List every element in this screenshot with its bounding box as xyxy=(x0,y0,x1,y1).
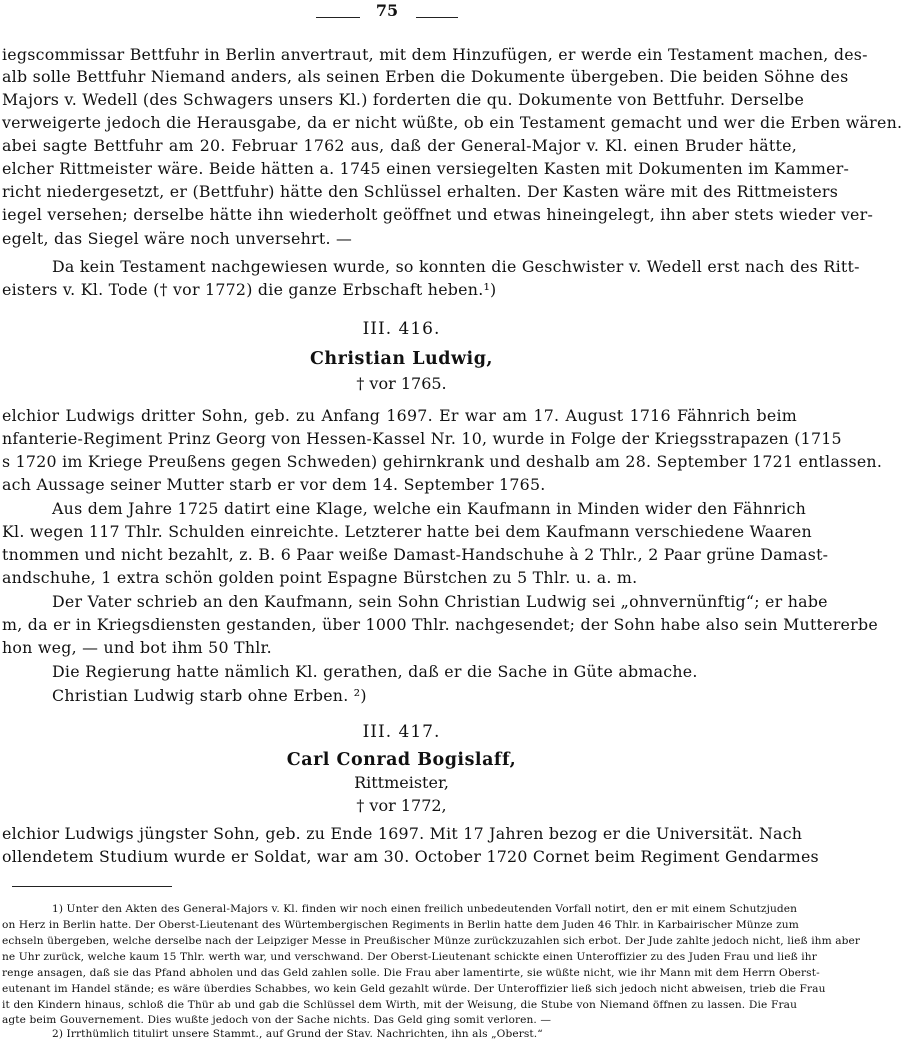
text-line: nfanterie-Regiment Prinz Georg von Hessen-Kassel Nr. 10, wurde in Folge der Kriegsstrapazen (1715 xyxy=(2,429,842,448)
text-line: Majors v. Wedell (des Schwagers unsers Kl.) forderten die qu. Dokumente von Bettfuhr. Derselbe xyxy=(2,90,805,109)
text-line: Der Vater schrieb an den Kaufmann, sein Sohn Christian Ludwig sei „ohnvernünftig“; er habe xyxy=(52,592,828,611)
footnote-line: 2) Irrthümlich titulirt unsere Stammt., auf Grund der Stav. Nachrichten, ihn als „Oberst.“ xyxy=(52,1028,543,1040)
text-line: s 1720 im Kriege Preußens gegen Schweden) gehirnkrank und deshalb am 28. September 1721 entlassen. xyxy=(2,452,883,471)
text-line: abei sagte Bettfuhr am 20. Februar 1762 aus, daß der General-Major v. Kl. einen Bruder hätte, xyxy=(2,136,797,155)
section-name: Christian Ludwig, xyxy=(309,349,494,369)
text-line: elchior Ludwigs dritter Sohn, geb. zu Anfang 1697. Er war am 17. August 1716 Fähnrich beim xyxy=(2,406,797,425)
text-line: Christian Ludwig starb ohne Erben. ²) xyxy=(52,686,367,705)
text-line: tnommen und nicht bezahlt, z. B. 6 Paar weiße Damast-Handschuhe à 2 Thlr., 2 Paar grüne Damast- xyxy=(2,545,829,564)
section-death: † vor 1772, xyxy=(356,796,447,815)
text-line: hon weg, — und bot ihm 50 Thlr. xyxy=(2,638,272,657)
text-line: elchior Ludwigs jüngster Sohn, geb. zu Ende 1697. Mit 17 Jahren bezog er die Universität. Nach xyxy=(2,824,803,843)
page-number: 75 xyxy=(375,1,399,20)
text-line: m, da er in Kriegsdiensten gestanden, über 1000 Thlr. nachgesendet; der Sohn habe also sein Muttererbe xyxy=(2,615,878,634)
section-number: III. 416. xyxy=(362,319,441,339)
footnote-line: on Herz in Berlin hatte. Der Oberst-Lieutenant des Würtembergischen Regiments in Berlin hatte dem Juden 46 Thlr. in Karbairischer Münze zum xyxy=(2,919,799,931)
footnote-line: agte beim Gouvernement. Dies wußte jedoch von der Sache nichts. Das Geld ging somit verloren. — xyxy=(2,1014,552,1026)
footnote-line: echseln übergeben, welche derselbe nach der Leipziger Messe in Preußischer Münze zurückzuzahlen sich erbot. Der Jude zahlte jedoch nicht, ließ ihm aber xyxy=(2,935,861,947)
text-line: iegscommissar Bettfuhr in Berlin anvertraut, mit dem Hinzufügen, er werde ein Testament machen, des- xyxy=(2,45,868,64)
section-rank: Rittmeister, xyxy=(354,773,449,792)
text-line: andschuhe, 1 extra schön golden point Espagne Bürstchen zu 5 Thlr. u. a. m. xyxy=(2,568,638,587)
footnote-line: eutenant im Handel stände; es wäre überdies Schabbes, wo kein Geld gezahlt würde. Der Unteroffizier ließ sich jedoch nicht abweisen, trieb die Frau xyxy=(2,983,826,995)
section-name: Carl Conrad Bogislaff, xyxy=(286,750,517,770)
text-line: alb solle Bettfuhr Niemand anders, als seinen Erben die Dokumente übergeben. Die beiden Söhne des xyxy=(2,67,849,86)
text-line: Die Regierung hatte nämlich Kl. gerathen, daß er die Sache in Güte abmache. xyxy=(52,662,698,681)
header-rule-right xyxy=(416,17,458,18)
text-line: Da kein Testament nachgewiesen wurde, so konnten die Geschwister v. Wedell erst nach des Ritt- xyxy=(52,257,860,276)
text-line: ollendetem Studium wurde er Soldat, war am 30. October 1720 Cornet beim Regiment Gendarmes xyxy=(2,847,819,866)
text-line: ach Aussage seiner Mutter starb er vor dem 14. September 1765. xyxy=(2,475,546,494)
text-line: eisters v. Kl. Tode († vor 1772) die ganze Erbschaft heben.¹) xyxy=(2,280,497,299)
footnote-separator xyxy=(12,886,172,887)
footnote-line: it den Kindern hinaus, schloß die Thür ab und gab die Schlüssel dem Wirth, mit der Weisung, die Stube von Niemand öffnen zu lassen. Die Frau xyxy=(2,999,797,1011)
text-line: iegel versehen; derselbe hätte ihn wiederholt geöffnet und etwas hineingelegt, ihn aber stets wieder ver- xyxy=(2,205,874,224)
footnote-line: renge ansagen, daß sie das Pfand abholen und das Geld zahlen solle. Die Frau aber lamentirte, sie wüßte nicht, wie ihr Mann mit dem Herrn Oberst- xyxy=(2,967,820,979)
section-death: † vor 1765. xyxy=(356,374,447,393)
text-line: egelt, das Siegel wäre noch unversehrt. — xyxy=(2,229,353,248)
text-line: verweigerte jedoch die Herausgabe, da er nicht wüßte, ob ein Testament gemacht und wer die Erben wären. xyxy=(2,113,902,132)
text-line: elcher Rittmeister wäre. Beide hätten a. 1745 einen versiegelten Kasten mit Dokumenten im Kammer- xyxy=(2,159,850,178)
text-line: richt niedergesetzt, er (Bettfuhr) hätte den Schlüssel erhalten. Der Kasten wäre mit des Rittmeisters xyxy=(2,182,839,201)
header-rule-left xyxy=(316,17,360,18)
text-line: Kl. wegen 117 Thlr. Schulden einreichte. Letzterer hatte bei dem Kaufmann verschiedene Waaren xyxy=(2,522,812,541)
footnote-line: 1) Unter den Akten des General-Majors v. Kl. finden wir noch einen freilich unbedeutenden Vorfall notirt, den er mit einem Schutzjuden xyxy=(52,903,798,915)
section-number: III. 417. xyxy=(362,722,441,742)
footnote-line: ne Uhr zurück, welche kaum 15 Thlr. werth war, und verschwand. Der Oberst-Lieutenant schickte einen Unteroffizier zu des Juden Frau und ließ ihr xyxy=(2,951,817,963)
page-header xyxy=(0,0,803,26)
text-line: Aus dem Jahre 1725 datirt eine Klage, welche ein Kaufmann in Minden wider den Fähnrich xyxy=(52,499,807,518)
